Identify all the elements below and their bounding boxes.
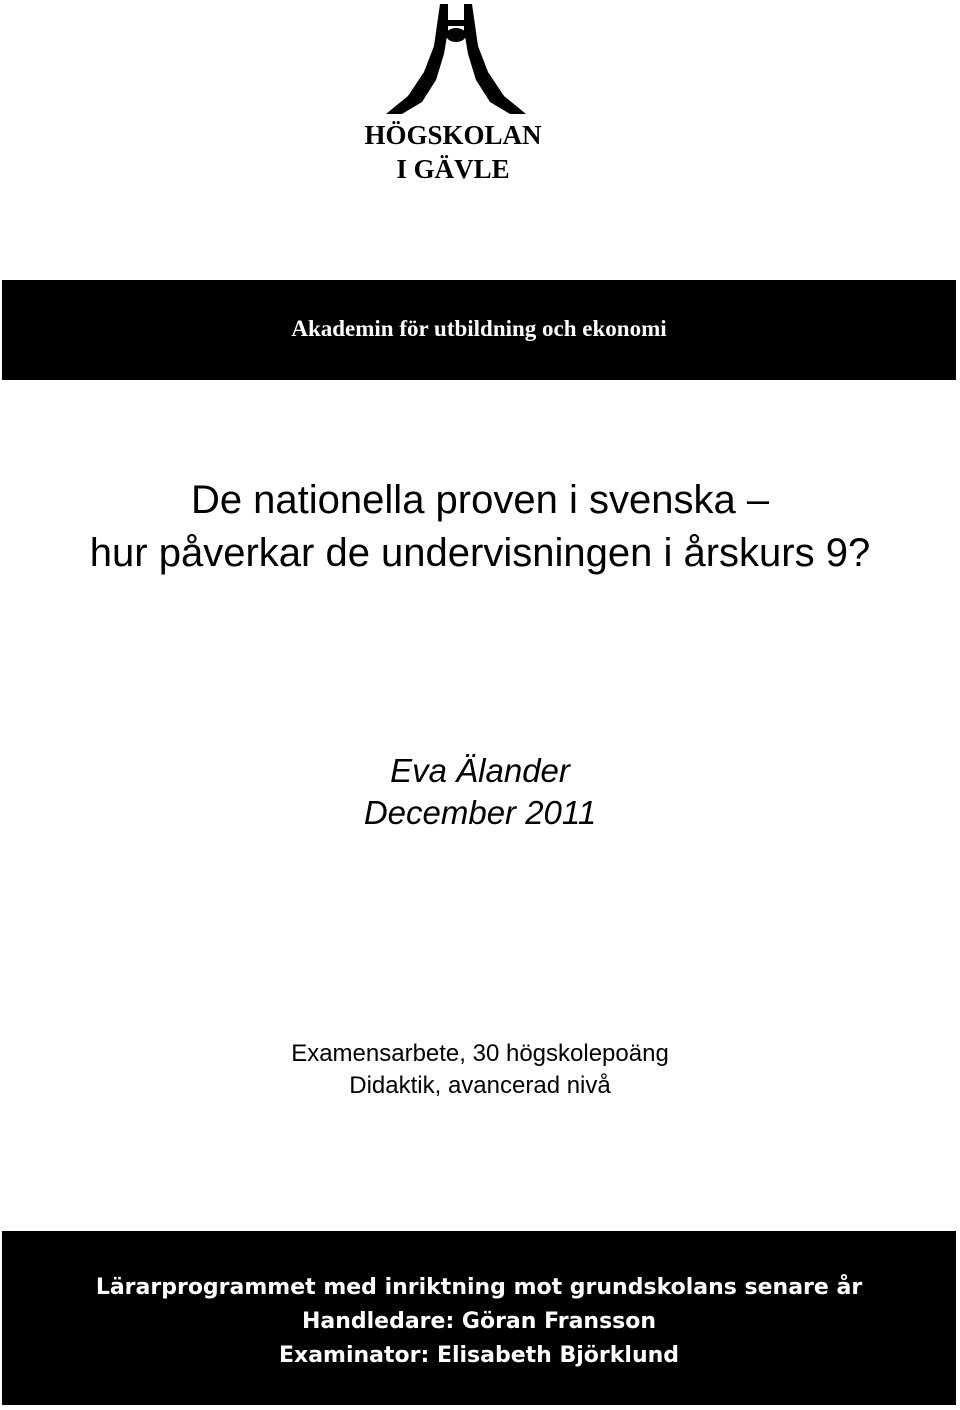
university-name: [340, 118, 566, 186]
examiner: Examinator: Elisabeth Björklund: [278, 1343, 680, 1368]
program-banner: [2, 1231, 956, 1405]
department-banner: [2, 280, 956, 380]
university-name-line2: I GÄVLE: [396, 154, 510, 184]
program-info: [2, 1271, 956, 1373]
thesis-title-line1: De nationella proven i svenska –: [190, 478, 770, 522]
university-logo: [386, 2, 526, 116]
thesis-type: Examensarbete, 30 högskolepoäng: [291, 1040, 669, 1067]
department-label: Akademin för utbildning och ekonomi: [291, 316, 667, 341]
supervisor: Handledare: Göran Fransson: [301, 1309, 657, 1334]
author-name: Eva Älander: [390, 752, 570, 789]
thesis-info: [0, 1038, 960, 1102]
program-name: Lärarprogrammet med inriktning mot grundskolans senare år: [95, 1275, 863, 1300]
publication-date: December 2011: [363, 794, 597, 831]
thesis-subject: Didaktik, avancerad nivå: [349, 1072, 611, 1099]
university-name-line1: HÖGSKOLAN: [364, 120, 542, 150]
thesis-title-line2: hur påverkar de undervisningen i årskurs 9?: [89, 531, 871, 575]
university-emblem-icon: [386, 2, 526, 116]
thesis-title: [0, 474, 960, 580]
author-block: [0, 750, 960, 834]
